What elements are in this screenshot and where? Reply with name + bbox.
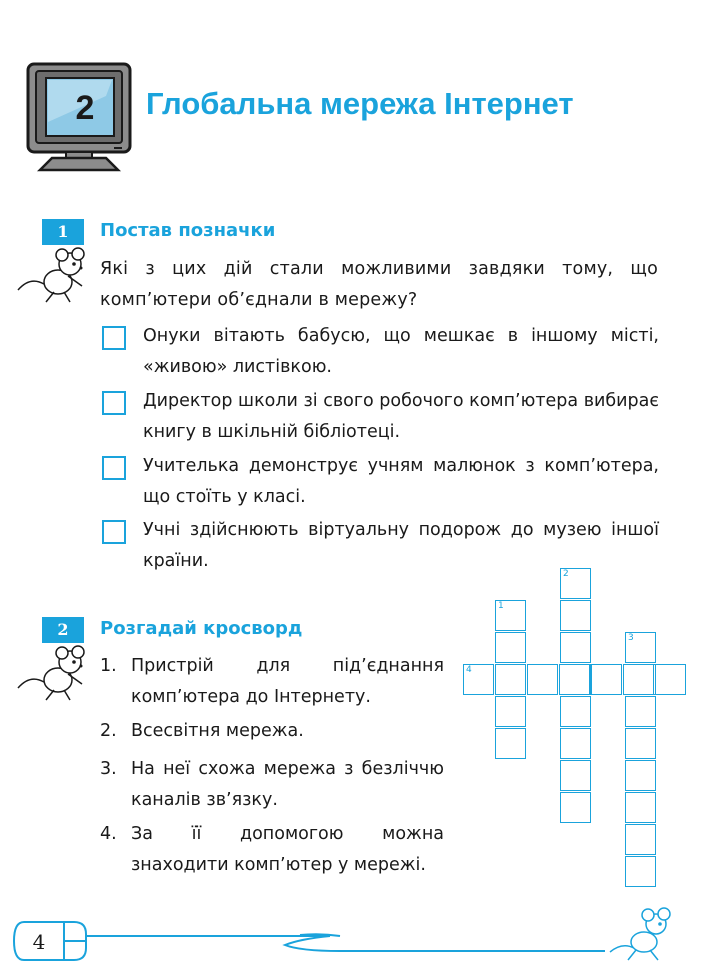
crossword-clue-number: 1 bbox=[498, 601, 504, 611]
clue-number: 2. bbox=[100, 721, 117, 741]
mouse-mascot-icon bbox=[604, 902, 682, 966]
crossword-cell[interactable] bbox=[560, 632, 591, 663]
task-2-title: Розгадай кросворд bbox=[100, 618, 303, 639]
task-1-question: Які з цих дій стали можливими завдяки тому, що комп’ютери об’єднали в мережу? bbox=[100, 259, 658, 310]
page-title: Глобальна мережа Інтернет bbox=[146, 86, 574, 121]
crossword-cell[interactable] bbox=[463, 664, 494, 695]
crossword-cell[interactable] bbox=[655, 664, 686, 695]
clue-number: 4. bbox=[100, 824, 117, 844]
crossword-cell[interactable] bbox=[623, 664, 654, 695]
crossword-cell[interactable] bbox=[625, 824, 656, 855]
clue-number: 1. bbox=[100, 656, 117, 676]
crossword-cell[interactable] bbox=[625, 792, 656, 823]
crossword-cell[interactable] bbox=[625, 856, 656, 887]
crossword-cell[interactable] bbox=[560, 792, 591, 823]
mouse-mascot-icon bbox=[16, 644, 94, 702]
option-4-text: Учні здійснюють віртуальну подорож до музею іншої країни. bbox=[143, 520, 659, 571]
crossword-clue-number: 4 bbox=[466, 665, 472, 675]
option-3-checkbox[interactable] bbox=[102, 456, 126, 480]
crossword-cell[interactable] bbox=[560, 760, 591, 791]
lesson-number: 2 bbox=[75, 89, 95, 127]
crossword-cell[interactable] bbox=[560, 600, 591, 631]
task-1-title: Постав позначки bbox=[100, 220, 276, 241]
clue-4 bbox=[100, 819, 444, 881]
clue-1 bbox=[100, 651, 444, 713]
crossword-cell[interactable] bbox=[625, 632, 656, 663]
crossword-cell[interactable] bbox=[527, 664, 558, 695]
clue-number: 3. bbox=[100, 759, 117, 779]
crossword-cell[interactable] bbox=[495, 632, 526, 663]
option-1-checkbox[interactable] bbox=[102, 326, 126, 350]
crossword-cell[interactable] bbox=[495, 600, 526, 631]
crossword-clue-number: 2 bbox=[563, 569, 569, 579]
crossword-cell[interactable] bbox=[625, 760, 656, 791]
option-1-text: Онуки вітають бабусю, що мешкає в іншому місті, «живою» листівкою. bbox=[143, 326, 659, 377]
option-2-text: Директор школи зі свого робочого комп’ютера вибирає книгу в шкільній бібліотеці. bbox=[143, 391, 659, 442]
clue-text: Пристрій для під’єднання комп’ютера до Інтернету. bbox=[131, 656, 444, 707]
mouse-mascot-icon bbox=[16, 246, 94, 304]
option-3-text: Учителька демонструє учням малюнок з комп’ютера, що стоїть у класі. bbox=[143, 456, 659, 507]
crossword-cell[interactable] bbox=[560, 696, 591, 727]
clue-text: На неї схожа мережа з безліччю каналів зв’язку. bbox=[131, 759, 444, 810]
page-number: 4 bbox=[32, 930, 46, 954]
crossword-cell[interactable] bbox=[591, 664, 622, 695]
option-2-checkbox[interactable] bbox=[102, 391, 126, 415]
clue-3 bbox=[100, 754, 444, 816]
clue-text: Всесвітня мережа. bbox=[131, 721, 304, 741]
clue-2 bbox=[100, 716, 444, 747]
option-4-checkbox[interactable] bbox=[102, 520, 126, 544]
crossword-cell[interactable] bbox=[560, 728, 591, 759]
crossword-cell[interactable] bbox=[495, 696, 526, 727]
clue-text: За її допомогою можна знаходити комп’ютер у мережі. bbox=[131, 824, 444, 875]
task-1-badge: 1 bbox=[42, 219, 84, 245]
crossword-cell[interactable] bbox=[495, 664, 526, 695]
crossword-cell[interactable] bbox=[560, 568, 591, 599]
task-2-badge: 2 bbox=[42, 617, 84, 643]
crossword-cell[interactable] bbox=[495, 728, 526, 759]
crossword-clue-number: 3 bbox=[628, 633, 634, 643]
crossword-cell[interactable] bbox=[625, 696, 656, 727]
crossword-cell[interactable] bbox=[559, 664, 590, 695]
crossword-cell[interactable] bbox=[625, 728, 656, 759]
